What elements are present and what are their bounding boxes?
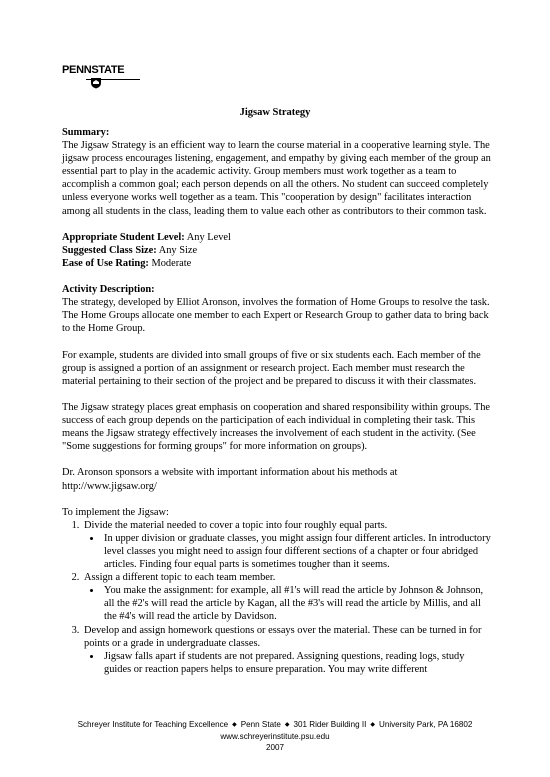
list-item: [82, 571, 492, 623]
footer-city: University Park, PA 16802: [378, 720, 473, 729]
ease-rating: [62, 257, 492, 270]
activity-paragraph-2: For example, students are divided into small groups of five or six students each. Each member of the group is assigned a portion of an assignment or research project. Each member must research the material pertaining to their section of the project and be prepared to discuss it with their classmates.: [62, 349, 481, 387]
step-text: Develop and assign homework questions or essays over the material. These can be turned in for points or a grade in undergraduate classes.: [84, 624, 482, 649]
step-note: • You make the assignment: for example, all #1's will read the article by Johnson & Johnson, all the #2's will read the article by Kagan, all the #3's will read the article by Millis, and all the #4's will read the article by Davidson.: [102, 584, 492, 623]
footer-address-line: [0, 719, 550, 731]
diamond-separator-icon: ◆: [370, 722, 375, 728]
penn-state-logo: [62, 64, 142, 90]
student-level-value: Any Level: [184, 231, 231, 243]
footer: [0, 719, 550, 753]
activity-paragraph-4: Dr. Aronson sponsors a website with important information about his methods at http://www.jigsaw.org/: [62, 467, 398, 492]
logo-text: PENNSTATE: [62, 64, 125, 76]
activity-paragraph-1: The strategy, developed by Elliot Aronson, involves the formation of Home Groups to resolve the task. The Home Groups allocate one member to each Expert or Research Group to gather data to bring back to the Home Group.: [62, 297, 490, 335]
class-size-value: Any Size: [156, 244, 198, 256]
class-size-label: Suggested Class Size:: [62, 244, 157, 256]
document-body: [62, 126, 492, 676]
activity-heading: Activity Description:: [62, 284, 155, 296]
list-item: [82, 519, 492, 571]
ease-rating-label: Ease of Use Rating:: [62, 257, 149, 269]
student-level-label: Appropriate Student Level:: [62, 231, 185, 243]
step-text: Divide the material needed to cover a topic into four roughly equal parts.: [84, 519, 388, 531]
footer-year: 2007: [265, 743, 284, 752]
summary-text: The Jigsaw Strategy is an efficient way to learn the course material in a cooperative learning style. The jigsaw process encourages listening, engagement, and empathy by giving each member of the group an essential part to play in the academic activity. Group members must work together as a team to accomplish a common goal; each person depends on all the others. No student can succeed completely unless everyone works well together as a team. This "cooperation by design" facilitates interaction among all students in the class, leading them to value each other as contributors to their common task.: [62, 140, 491, 217]
footer-url: www.schreyerinstitute.psu.edu: [220, 732, 330, 741]
footer-university: Penn State: [240, 720, 281, 729]
step-text: Assign a different topic to each team member.: [84, 572, 276, 584]
footer-org: Schreyer Institute for Teaching Excellence: [77, 720, 229, 729]
diamond-separator-icon: ◆: [232, 722, 237, 728]
step-note: • Jigsaw falls apart if students are not prepared. Assigning questions, reading logs, study guides or reaction papers helps to ensure preparation. You may write different: [102, 650, 492, 676]
activity-paragraph-3: The Jigsaw strategy places great emphasis on cooperation and shared responsibility within groups. The success of each group depends on the participation of each individual in completing their task. This means the Jigsaw strategy effectively increases the involvement of each student in the activity. (See "Some suggestions for forming groups" for more information on groups).: [62, 401, 491, 453]
implement-intro: To implement the Jigsaw:: [62, 506, 169, 518]
page-title: Jigsaw Strategy: [239, 107, 311, 118]
student-level: [62, 231, 492, 244]
footer-address: 301 Rider Building II: [293, 720, 367, 729]
summary-heading: Summary:: [62, 127, 110, 138]
steps-list: [62, 519, 492, 676]
list-item: [82, 624, 492, 676]
ease-rating-value: Moderate: [148, 257, 192, 269]
step-note: • In upper division or graduate classes, you might assign four different articles. In introductory level classes you might need to assign four different sections of a chapter or four abridged articles. Finding four equal parts is sometimes tougher than it seems.: [102, 532, 492, 571]
class-size: [62, 244, 492, 257]
shield-icon: [90, 77, 102, 89]
diamond-separator-icon: ◆: [284, 722, 290, 728]
